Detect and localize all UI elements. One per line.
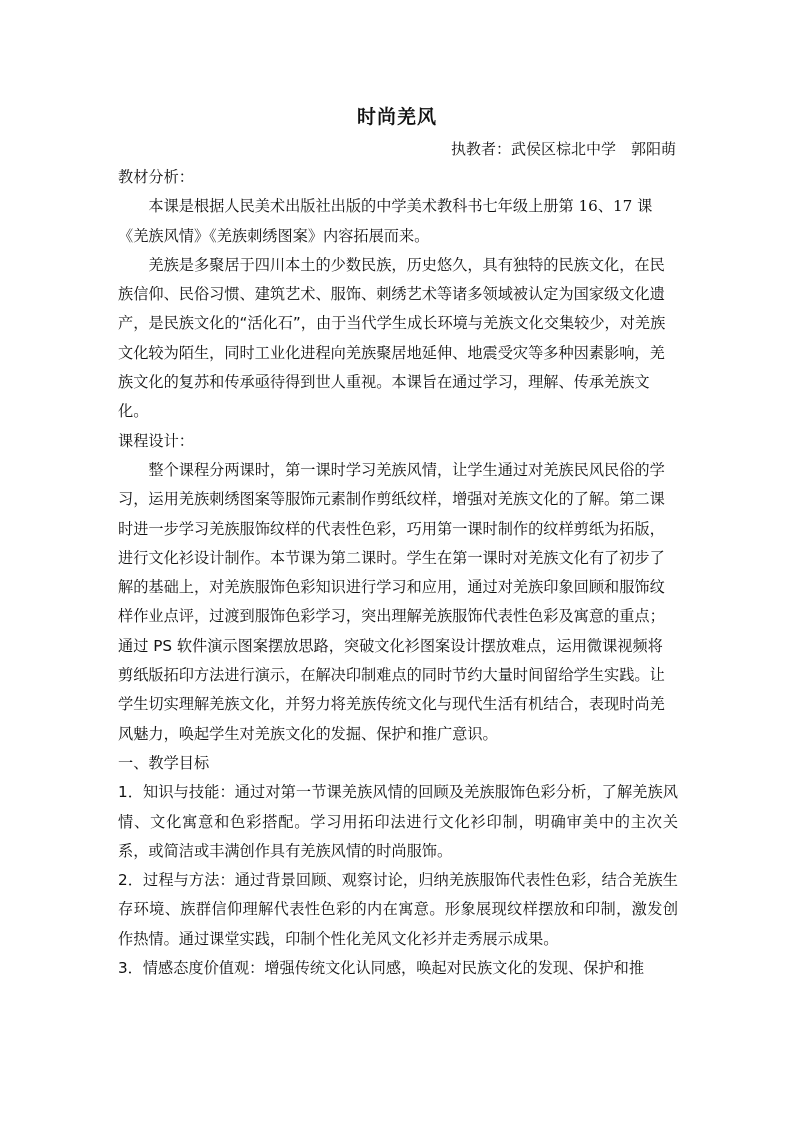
analysis-paragraph-1: 本课是根据人民美术出版社出版的中学美术教科书七年级上册第 16、17 课《羌族风情》《羌族刺绣图案》内容拓展而来。 (118, 197, 653, 245)
analysis-paragraph-2: 羌族是多聚居于四川本土的少数民族，历史悠久，具有独特的民族文化，在民族信仰、民俗习惯、建筑艺术、服饰、刺绣艺术等诸多领域被认定为国家级文化遗产，是民族文化的“活化石”，由于当代学生成长环境与羌族文化交集较少，对羌族文化较为陌生，同时工业化进程向羌族聚居地延伸、地震受灾等多种因素影响，羌族文化的复苏和传承亟待得到世人重视。本课旨在通过学习，理解、传承羌族文化。 (118, 255, 666, 421)
design-heading: 课程设计： (118, 431, 194, 450)
goals-heading: 一、教学目标 (118, 753, 210, 772)
goal-item-2: 2．过程与方法：通过背景回顾、观察讨论，归纳羌族服饰代表性色彩，结合羌族生存环境、族群信仰理解代表性色彩的内在寓意。形象展现纹样摆放和印制，激发创作热情。通过课堂实践，印制个性化羌风文化衫并走秀展示成果。 (118, 871, 678, 948)
goal-item-1: 1．知识与技能：通过对第一节课羌族风情的回顾及羌族服饰色彩分析，了解羌族风情、文化寓意和色彩搭配。学习用拓印法进行文化衫印制，明确审美中的主次关系，或简洁或丰满创作具有羌族风情的时尚服饰。 (118, 783, 678, 860)
analysis-heading: 教材分析： (118, 168, 194, 186)
goal-item-3: 3．情感态度价值观：增强传统文化认同感，唤起对民族文化的发现、保护和推 (118, 959, 645, 978)
design-paragraph: 整个课程分两课时，第一课时学习羌族风情，让学生通过对羌族民风民俗的学习，运用羌族刺绣图案等服饰元素制作剪纸纹样，增强对羌族文化的了解。第二课时进一步学习羌族服饰纹样的代表性色彩，巧用第一课时制作的纹样剪纸为拓版，进行文化衫设计制作。本节课为第二课时。学生在第一课时对羌族文化有了初步了解的基础上，对羌族服饰色彩知识进行学习和应用，通过对羌族印象回顾和服饰纹样作业点评，过渡到服饰色彩学习，突出理解羌族服饰代表性色彩及寓意的重点；通过 PS 软件演示图案摆放思路，突破文化衫图案设计摆放难点，运用微课视频将剪纸版拓印方法进行演示，在解决印制难点的同时节约大量时间留给学生实践。让学生切实理解羌族文化，并努力将羌族传统文化与现代生活有机结合，表现时尚羌风魅力，唤起学生对羌族文化的发掘、保护和推广意识。 (118, 460, 665, 743)
author-line: 执教者：武侯区棕北中学 郭阳萌 (450, 140, 676, 158)
page-title: 时尚羌风 (356, 106, 437, 128)
document-body (118, 163, 678, 983)
